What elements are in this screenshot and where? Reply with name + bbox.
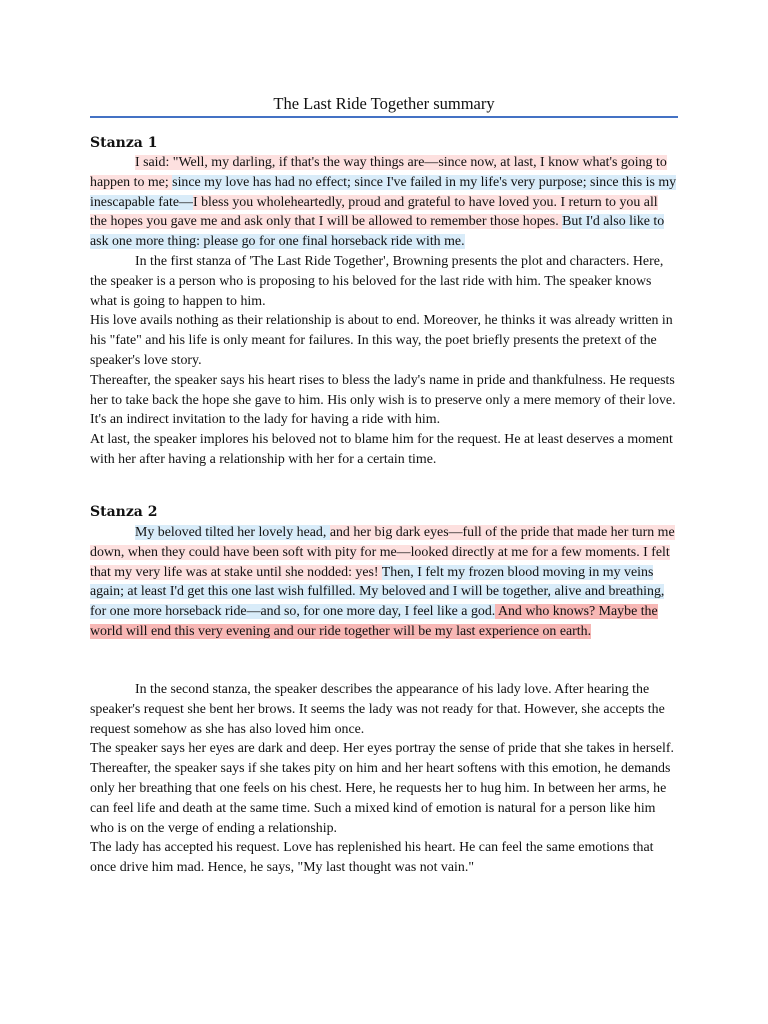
stanza-2-summary-paragraph: In the second stanza, the speaker describes the appearance of his lady love. After hearing the speaker's request she bent her brows. It seems the lady was not ready for that. However, she accepts the request somehow as she has also loved him once.: [90, 682, 665, 737]
stanza-2-summary-paragraph: The speaker says her eyes are dark and deep. Her eyes portray the sense of pride that she takes in herself.: [90, 741, 674, 757]
quote-segment: But I'd also like to ask one more thing: please go for one final horseback ride with me.: [90, 214, 665, 250]
title-area: [90, 93, 678, 118]
title-underline: [90, 116, 678, 118]
quote-segment: My beloved tilted her lovely head,: [135, 525, 330, 540]
quote-segment: I said: "Well, my darling, if that's the way things are—since now, at last, I know what's going to happen to me;: [90, 155, 667, 190]
stanza-2-quote: [90, 523, 678, 642]
quote-segment: And who knows? Maybe the world will end this very evening and our ride together will be my last experience on earth.: [90, 604, 658, 639]
stanza-1-summary-paragraph: Thereafter, the speaker says his heart rises to bless the lady's name in pride and thankfulness. He requests her to take back the hope she gave to him. His only wish is to preserve only a mere memory of their love. It's an indirect invitation to the lady for having a ride with him.: [90, 372, 676, 428]
stanza-1-heading: Stanza 1: [90, 135, 158, 151]
quote-segment: since my love has had no effect; since I've failed in my life's very purpose; since this is my inescapable fate—: [90, 174, 677, 210]
stanza-1-summary-paragraph: His love avails nothing as their relationship is about to end. Moreover, he thinks it was already written in his "fate" and his life is only meant for failures. In this way, the poet briefly presents the pretext of the speaker's love story.: [90, 313, 673, 368]
stanza-2-summary-paragraph: The lady has accepted his request. Love has replenished his heart. He can feel the same emotions that once drive him mad. Hence, he says, "My last thought was not vain.": [90, 840, 654, 876]
stanza-1-quote: [90, 153, 678, 252]
quote-segment: Then, I felt my frozen blood moving in my veins again; at least I'd get this one last wish fulfilled. My beloved and I will be together, alive and breathing, for one more horseback ride—and so, for one more day, I feel like a god.: [90, 564, 665, 620]
stanza-1-summary-paragraph: In the first stanza of 'The Last Ride Together', Browning presents the plot and characters. Here, the speaker is a person who is proposing to his beloved for the last ride with him. The speaker knows what is going to happen to him.: [90, 253, 664, 309]
quote-segment: I bless you wholeheartedly, proud and grateful to have loved you. I return to you all the hopes you gave me and ask only that I will be allowed to remember those hopes.: [90, 194, 658, 230]
quote-segment: and her big dark eyes—full of the pride that made her turn me down, when they could have been soft with pity for me—looked directly at me for a few moments. I felt that my very life was at stake until she nodded: yes!: [90, 525, 675, 580]
stanza-1-block: [90, 153, 678, 470]
stanza-2-summary-block: [90, 680, 678, 878]
page-title: The Last Ride Together summary: [273, 94, 495, 113]
stanza-2-block: [90, 523, 678, 642]
stanza-1-summary-paragraph: At last, the speaker implores his beloved not to blame him for the request. He at least deserves a moment with her after having a relationship with her for a certain time.: [90, 432, 673, 467]
stanza-2-summary-paragraph: Thereafter, the speaker says if she takes pity on him and her heart softens with this emotion, he demands only her breathing that one feels on his chest. Here, he requests her to hug him. In between her arms, he can feel life and death at the same time. Such a mixed kind of emotion is natural for a person like him who is on the verge of ending a relationship.: [90, 761, 671, 836]
stanza-2-heading: Stanza 2: [90, 504, 158, 520]
